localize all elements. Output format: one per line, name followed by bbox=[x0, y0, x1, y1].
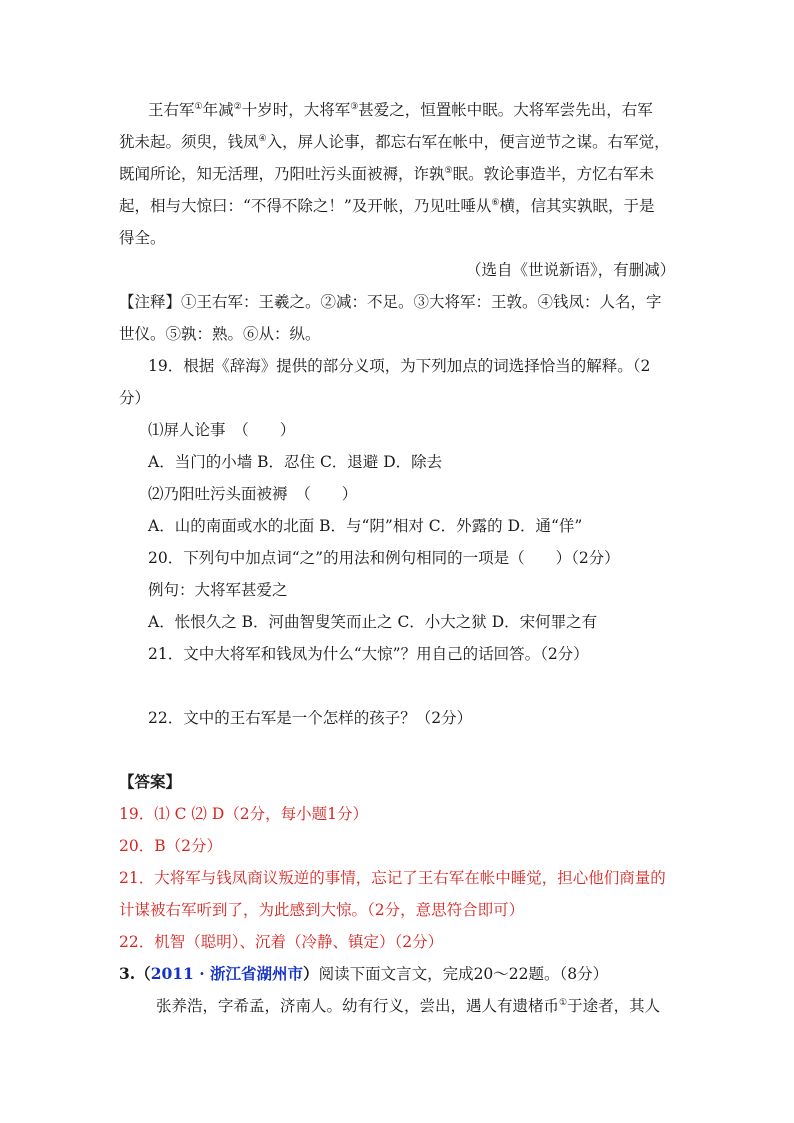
section-number: 3. bbox=[119, 964, 136, 983]
footnote-ref: ⑥ bbox=[491, 198, 500, 208]
question-20-example: 例句：大将军甚爱之 bbox=[148, 581, 288, 599]
answer-20: 20．B（2分） bbox=[119, 837, 222, 855]
answer-21-line-1: 21．大将军与钱凤商议叛逆的事情，忘记了王右军在帐中睡觉，担心他们商量的 bbox=[119, 869, 666, 887]
footnote-ref: ① bbox=[194, 102, 203, 112]
question-19-item-1-options: A．当门的小墙 B．忍住 C．退避 D．除去 bbox=[148, 453, 443, 471]
answers-header: 【答案】 bbox=[119, 772, 182, 791]
footnote-ref: ⑤ bbox=[444, 166, 453, 176]
notes-line-1: 【注释】①王右军：王羲之。②减：不足。③大将军：王敦。④钱凤：人名，字 bbox=[119, 293, 662, 311]
question-22: 22．文中的王右军是一个怎样的孩子？（2分） bbox=[148, 709, 473, 727]
question-19-cont: 分） bbox=[119, 389, 151, 407]
answer-22: 22．机智（聪明）、沉着（冷静、镇定）（2分） bbox=[119, 933, 444, 951]
notes-line-2: 世仪。⑤孰：熟。⑥从：纵。 bbox=[119, 325, 321, 343]
passage-line-1: 王右军①年减②十岁时，大将军③甚爱之，恒置帐中眠。大将军尝先出，右军 bbox=[148, 101, 653, 119]
passage-line-3: 既闻所论，知无活理，乃阳吐污头面被褥，诈孰⑤眠。敦论事造半，方忆右军未 bbox=[119, 165, 655, 183]
passage-2-line-1: 张养浩，字希孟，济南人。幼有行义，尝出，遇人有遗楮币①于途者，其人 bbox=[156, 997, 661, 1015]
passage-line-5: 得全。 bbox=[119, 229, 166, 247]
footnote-ref: ② bbox=[233, 102, 242, 112]
question-19-item-1: ⑴屏人论事 （ ） bbox=[148, 421, 296, 439]
section-source: 2011 · 浙江省湖州市 bbox=[150, 964, 304, 983]
section-3-heading: 3.（2011 · 浙江省湖州市）阅读下面文言文，完成20～22题。（8分） bbox=[119, 964, 609, 983]
passage-line-2: 犹未起。须臾，钱凤④入，屏人论事，都忘右军在帐中，便言逆节之谋。右军觉， bbox=[119, 133, 670, 151]
question-21: 21．文中大将军和钱凤为什么“大惊”？用自己的话回答。（2分） bbox=[148, 645, 589, 663]
answer-19: 19．⑴ C ⑵ D（2分，每小题1分） bbox=[119, 805, 369, 823]
passage-source: （选自《世说新语》，有删减） bbox=[466, 261, 676, 279]
question-19: 19．根据《辞海》提供的部分义项，为下列加点的词选择恰当的解释。（2 bbox=[148, 357, 651, 375]
answer-21-line-2: 计谋被右军听到了，为此感到大惊。（2分，意思符合即可） bbox=[119, 901, 525, 919]
footnote-ref: ① bbox=[559, 998, 568, 1008]
question-19-item-2: ⑵乃阳吐污头面被褥 （ ） bbox=[148, 485, 358, 503]
passage-line-4: 起，相与大惊曰：“不得不除之！”及开帐，乃见吐唾从⑥横，信其实孰眠，于是 bbox=[119, 197, 655, 215]
footnote-ref: ③ bbox=[350, 102, 359, 112]
question-20-options: A．怅恨久之 B．河曲智叟笑而止之 C．小大之狱 D．宋何罪之有 bbox=[148, 613, 598, 631]
question-19-item-2-options: A．山的南面或水的北面 B．与“阴”相对 C．外露的 D．通“佯” bbox=[148, 517, 583, 535]
footnote-ref: ④ bbox=[258, 134, 267, 144]
question-20: 20．下列句中加点词“之”的用法和例句相同的一项是（ ）（2分） bbox=[148, 549, 620, 567]
